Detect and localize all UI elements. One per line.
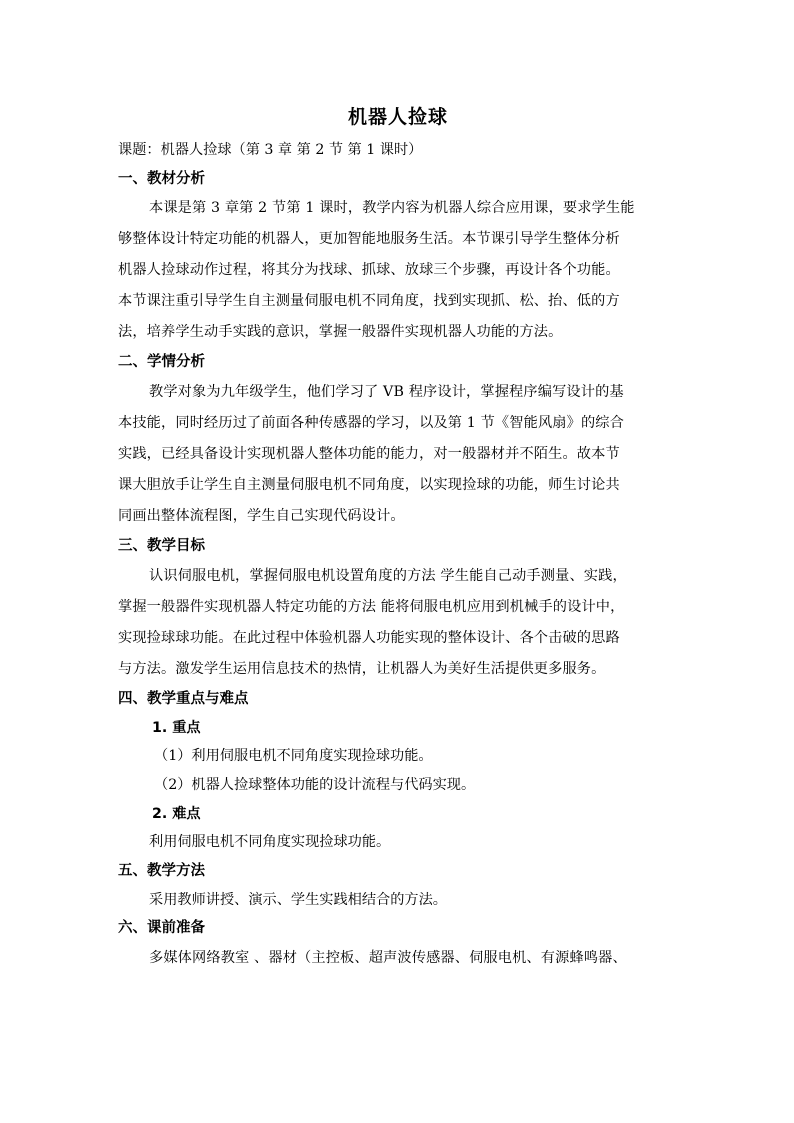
paragraph-line: 与方法。激发学生运用信息技术的热情，让机器人为美好生活提供更多服务。 [118, 660, 606, 677]
section-heading-teaching-objectives: 三、教学目标 [118, 538, 205, 555]
section-body-textbook-analysis [118, 193, 678, 348]
section-body-student-analysis [118, 377, 678, 532]
section-heading-teaching-method: 五、教学方法 [118, 863, 205, 880]
paragraph-line: 法，培养学生动手实践的意识，掌握一般器件实现机器人功能的方法。 [118, 324, 563, 341]
paragraph-line: 认识伺服电机，掌握伺服电机设置角度的方法 学生能自己动手测量、实践， [149, 567, 627, 584]
paragraph-line: 机器人捡球动作过程，将其分为找球、抓球、放球三个步骤，再设计各个功能。 [118, 262, 620, 279]
difficulty-text: 利用伺服电机不同角度实现捡球功能。 [149, 834, 391, 851]
section-heading-key-points: 四、教学重点与难点 [118, 690, 249, 707]
paragraph-line: 本节课注重引导学生自主测量伺服电机不同角度，找到实现抓、松、抬、低的方 [118, 293, 620, 310]
paragraph-line: 教学对象为九年级学生，他们学习了 VB 程序设计，掌握程序编写设计的基 [149, 384, 624, 401]
paragraph-line: 实践，已经具备设计实现机器人整体功能的能力，对一般器材并不陌生。故本节 [118, 446, 620, 463]
key-point-item: （2）机器人捡球整体功能的设计流程与代码实现。 [154, 776, 476, 793]
subheading-difficulty: 2. 难点 [152, 805, 201, 822]
preparation-text: 多媒体网络教室 、器材（主控板、超声波传感器、伺服电机、有源蜂鸣器、 [149, 950, 627, 967]
section-body-teaching-objectives [118, 561, 678, 685]
paragraph-line: 实现捡球球功能。在此过程中体验机器人功能实现的整体设计、各个击破的思路 [118, 629, 620, 646]
subject-line: 课题：机器人捡球（第 3 章 第 2 节 第 1 课时） [118, 142, 423, 158]
key-point-item: （1）利用伺服电机不同角度实现捡球功能。 [154, 748, 433, 765]
teaching-method-text: 采用教师讲授、演示、学生实践相结合的方法。 [149, 891, 447, 908]
section-heading-preparation: 六、课前准备 [118, 920, 205, 937]
paragraph-line: 够整体设计特定功能的机器人，更加智能地服务生活。本节课引导学生整体分析 [118, 231, 620, 248]
section-heading-student-analysis: 二、学情分析 [118, 354, 205, 371]
document-page [118, 100, 678, 974]
paragraph-line: 同画出整体流程图，学生自己实现代码设计。 [118, 508, 405, 525]
document-title: 机器人捡球 [347, 106, 448, 128]
paragraph-line: 本课是第 3 章第 2 节第 1 课时，教学内容为机器人综合应用课，要求学生能 [149, 200, 635, 217]
paragraph-line: 本技能，同时经历过了前面各种传感器的学习，以及第 1 节《智能风扇》的综合 [118, 415, 624, 432]
section-heading-textbook-analysis: 一、教材分析 [118, 170, 205, 187]
subheading-key-point: 1. 重点 [152, 719, 201, 736]
paragraph-line: 课大胆放手让学生自主测量伺服电机不同角度，以实现捡球的功能，师生讨论共 [118, 477, 620, 494]
paragraph-line: 掌握一般器件实现机器人特定功能的方法 能将伺服电机应用到机械手的设计中， [118, 598, 625, 615]
